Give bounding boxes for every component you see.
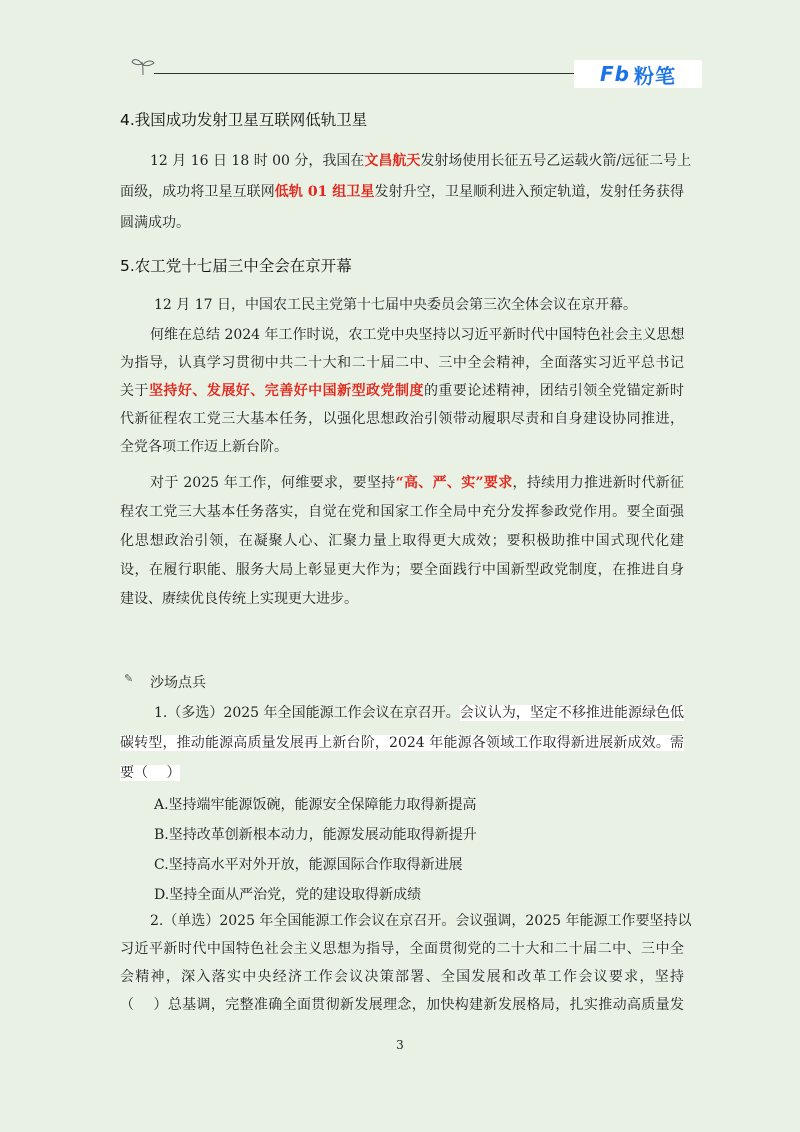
text-run: 1.（多选）2025 年全国能源工作会议在京召开。: [154, 705, 460, 721]
text-line: [150, 472, 684, 494]
pencil-icon: ✎: [124, 672, 134, 685]
text-line: [120, 732, 684, 754]
text-line: 设，在履行职能、服务大局上彰显更大作为；要全面践行中国新型政党制度，在推进自身: [120, 562, 684, 578]
highlight-satellite: 低轨 01 组卫星: [274, 184, 375, 200]
text-line: 2.（单选）2025 年全国能源工作会议在京召开。会议强调，2025 年能源工作要坚持以: [150, 913, 692, 929]
text-line: 会精神，深入落实中央经济工作会议决策部署、全国发展和改革工作会议要求，坚持: [120, 969, 684, 985]
option-c: C.坚持高水平对外开放，能源国际合作取得新进展: [154, 857, 463, 873]
text-line: 全党各项工作迈上新台阶。: [120, 439, 288, 455]
text-line: [154, 702, 684, 724]
selected-text: 会议认为，坚定不移推进能源绿色低: [459, 705, 685, 721]
text-run: 的重要论述精神，团结引领全党锚定新时: [423, 383, 685, 399]
brand-logo: [574, 60, 702, 88]
text-line: 代新征程农工党三大基本任务，以强化思想政治引领带动履职尽责和自身建设协同推进，: [120, 411, 684, 427]
text-run: 圆满成功。: [120, 215, 190, 231]
text-run: 面级，成功将卫星互联网: [120, 184, 275, 200]
text-line: 化思想政治引领，在凝聚人心、汇聚力量上取得更大成效；要积极助推中国式现代化建: [120, 533, 684, 549]
option-a: A.坚持端牢能源饭碗，能源安全保障能力取得新提高: [154, 797, 477, 813]
section-heading-5: 5.农工党十七届三中全会在京开幕: [120, 257, 352, 275]
text-run: 对于 2025 年工作，何维要求，要坚持: [150, 475, 396, 491]
text-line: [120, 181, 684, 203]
logo-mark: Fb: [600, 62, 630, 86]
text-line: 建设、赓续优良传统上实现更大进步。: [120, 591, 358, 607]
text-run: 发射场使用长征五号乙运载火箭/远征二号上: [420, 153, 692, 169]
page-header: [126, 54, 702, 94]
option-b: B.坚持改革创新根本动力，能源发展动能取得新提升: [154, 827, 477, 843]
text-line: 习近平新时代中国特色社会主义思想为指导，全面贯彻党的二十大和二十届二中、三中全: [120, 941, 684, 957]
text-line: 12 月 17 日，中国农工民主党第十七届中央委员会第三次全体会议在京开幕。: [154, 297, 637, 313]
text-line: 何维在总结 2024 年工作时说，农工党中央坚持以习近平新时代中国特色社会主义思想: [150, 327, 685, 343]
text-line: [120, 380, 684, 402]
text-run: 关于: [120, 383, 149, 399]
section-heading-4: 4.我国成功发射卫星互联网低轨卫星: [120, 111, 368, 129]
text-run: 12 月 16 日 18 时 00 分，我国在: [150, 153, 365, 169]
header-divider: [154, 73, 578, 74]
highlight-party-system: 坚持好、发展好、完善好中国新型政党制度: [148, 383, 424, 399]
selected-text: 要（ ）: [120, 765, 181, 781]
text-line: 为指导，认真学习贯彻中共二十大和二十届二中、三中全会精神，全面落实习近平总书记: [120, 355, 684, 371]
text-line: （ ）总基调，完整准确全面贯彻新发展理念，加快构建新发展格局，扎实推动高质量发: [120, 997, 684, 1013]
practice-title: 沙场点兵: [150, 675, 206, 691]
page-number: 3: [396, 1038, 404, 1052]
text-run: ，持续用力推进新时代新征: [512, 475, 685, 491]
text-line: [150, 150, 692, 172]
text-line: [120, 212, 190, 234]
highlight-place: 文昌航天: [364, 153, 421, 169]
highlight-requirements: “高、严、实”要求: [395, 475, 513, 491]
option-d: D.坚持全面从严治党，党的建设取得新成绩: [154, 887, 422, 903]
text-line: [120, 762, 180, 784]
text-line: 程农工党三大基本任务落实，自觉在党和国家工作全局中充分发挥参政党作用。要全面强: [120, 504, 684, 520]
logo-text: 粉笔: [633, 63, 676, 88]
text-run: 发射升空，卫星顺利进入预定轨道，发射任务获得: [374, 184, 685, 200]
selected-text: 碳转型，推动能源高质量发展再上新台阶，2024 年能源各领域工作取得新进展新成效。需: [120, 735, 684, 751]
sprout-icon: [130, 56, 156, 76]
